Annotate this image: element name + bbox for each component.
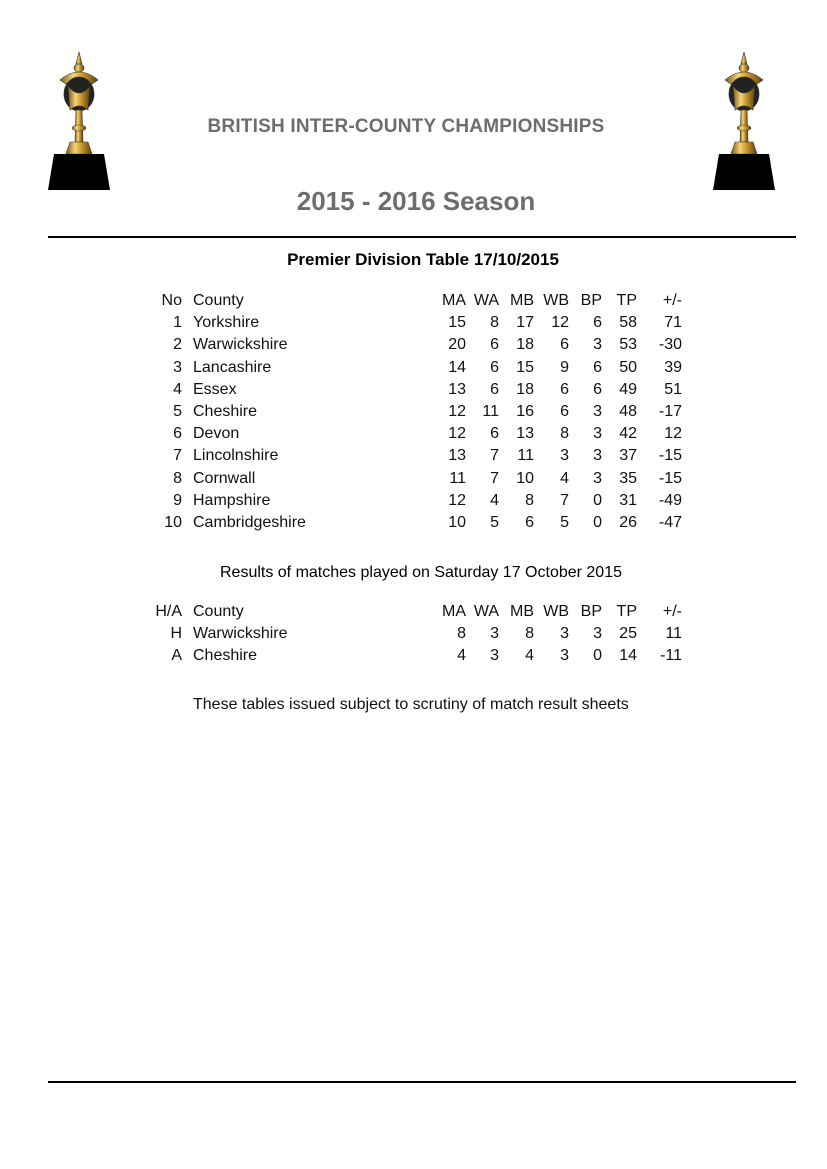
cell-number: 4	[173, 380, 182, 398]
cell-ma: 12	[448, 403, 466, 421]
cell-ma: 15	[448, 314, 466, 332]
table-row	[148, 357, 682, 379]
column-header-bp: BP	[580, 603, 602, 620]
cell-bp: 0	[593, 647, 602, 665]
column-header-wa: WA	[473, 603, 499, 620]
cell-wb: 5	[560, 514, 569, 532]
cell-plus-minus: 39	[664, 358, 682, 376]
cell-tp: 25	[619, 625, 637, 643]
league-table-heading: Premier Division Table 17/10/2015	[287, 250, 559, 269]
cell-county: Essex	[193, 380, 237, 398]
cell-number: 6	[173, 425, 182, 443]
cell-tp: 42	[619, 425, 637, 443]
cell-number: A	[171, 647, 182, 665]
cell-county: Cheshire	[193, 647, 258, 665]
cell-plus-minus: -11	[660, 647, 682, 665]
column-header-bp: BP	[580, 292, 602, 309]
cell-mb: 8	[525, 491, 534, 509]
cell-mb: 18	[516, 336, 534, 354]
table-header-row	[148, 290, 682, 312]
cell-plus-minus: 71	[664, 314, 682, 332]
column-header-county: County	[193, 292, 244, 309]
cell-bp: 0	[593, 514, 602, 532]
cell-wa: 3	[490, 647, 499, 665]
cell-county: Cambridgeshire	[193, 514, 306, 532]
cell-wb: 6	[560, 403, 569, 421]
column-header-tp: TP	[616, 292, 637, 309]
cell-tp: 48	[619, 403, 637, 421]
column-header-wa: WA	[473, 292, 499, 309]
table-row	[148, 512, 682, 534]
cell-county: Cheshire	[193, 403, 258, 421]
cell-number: 9	[173, 491, 182, 509]
cell-wa: 6	[490, 358, 499, 376]
cell-wb: 4	[560, 469, 569, 487]
results-table	[148, 601, 682, 668]
cell-bp: 6	[593, 380, 602, 398]
cell-plus-minus: -15	[658, 469, 682, 487]
cell-tp: 37	[619, 447, 637, 465]
table-row	[148, 401, 682, 423]
cell-tp: 35	[619, 469, 637, 487]
cell-number: 10	[164, 514, 182, 532]
cell-wb: 8	[560, 425, 569, 443]
cell-bp: 3	[593, 447, 602, 465]
column-header-number: No	[161, 292, 182, 309]
cell-plus-minus: -49	[658, 491, 682, 509]
cell-mb: 8	[525, 625, 534, 643]
column-header-plus-minus: +/-	[662, 292, 682, 309]
cell-tp: 26	[619, 514, 637, 532]
table-row	[148, 490, 682, 512]
cell-mb: 6	[525, 514, 534, 532]
cell-wa: 4	[490, 491, 499, 509]
table-row	[148, 468, 682, 490]
cell-bp: 3	[593, 625, 602, 643]
table-row	[148, 379, 682, 401]
cell-mb: 18	[516, 380, 534, 398]
cell-wb: 12	[551, 314, 569, 332]
cell-wa: 6	[490, 380, 499, 398]
cell-number: 3	[173, 358, 182, 376]
cell-plus-minus: -15	[658, 447, 682, 465]
cell-tp: 50	[619, 358, 637, 376]
column-header-wb: WB	[543, 292, 569, 309]
table-row	[148, 312, 682, 334]
top-divider	[48, 236, 796, 238]
cell-wb: 3	[560, 447, 569, 465]
cell-plus-minus: 12	[664, 425, 682, 443]
footnote: These tables issued subject to scrutiny of match result sheets	[193, 696, 629, 713]
cell-ma: 12	[448, 491, 466, 509]
cell-bp: 6	[593, 358, 602, 376]
cell-county: Warwickshire	[193, 625, 288, 643]
column-header-number: H/A	[155, 603, 182, 620]
cell-plus-minus: 51	[664, 380, 682, 398]
cell-bp: 3	[593, 425, 602, 443]
league-table	[148, 290, 682, 534]
cell-mb: 11	[517, 447, 534, 465]
championship-title: BRITISH INTER-COUNTY CHAMPIONSHIPS	[207, 116, 605, 137]
cell-wb: 3	[560, 625, 569, 643]
cell-plus-minus: 11	[665, 625, 682, 643]
cell-wa: 6	[490, 336, 499, 354]
table-row	[148, 445, 682, 467]
bottom-divider	[48, 1081, 796, 1083]
cell-county: Yorkshire	[193, 314, 260, 332]
cell-ma: 13	[448, 380, 466, 398]
table-row	[148, 334, 682, 356]
cell-bp: 3	[593, 403, 602, 421]
cell-ma: 11	[449, 469, 466, 487]
cell-bp: 3	[593, 469, 602, 487]
cell-ma: 13	[448, 447, 466, 465]
cell-ma: 12	[448, 425, 466, 443]
column-header-mb: MB	[510, 603, 534, 620]
cell-number: H	[170, 625, 182, 643]
season-title: 2015 - 2016 Season	[296, 186, 536, 216]
cell-tp: 14	[619, 647, 637, 665]
cell-bp: 3	[593, 336, 602, 354]
cell-tp: 49	[619, 380, 637, 398]
cell-wb: 3	[560, 647, 569, 665]
cell-wb: 6	[560, 380, 569, 398]
column-header-ma: MA	[442, 292, 466, 309]
cell-wa: 7	[490, 447, 499, 465]
cell-wa: 3	[490, 625, 499, 643]
table-row	[148, 623, 682, 645]
cell-number: 8	[173, 469, 182, 487]
cell-number: 7	[173, 447, 182, 465]
cell-tp: 53	[619, 336, 637, 354]
cell-mb: 17	[516, 314, 534, 332]
cell-number: 1	[173, 314, 182, 332]
cell-wa: 11	[482, 403, 499, 421]
cell-number: 5	[173, 403, 182, 421]
cell-plus-minus: -47	[658, 514, 682, 532]
table-row	[148, 423, 682, 445]
results-heading: Results of matches played on Saturday 17 October 2015	[219, 564, 622, 581]
column-header-ma: MA	[442, 603, 466, 620]
column-header-tp: TP	[616, 603, 637, 620]
cell-wb: 6	[560, 336, 569, 354]
cell-ma: 14	[448, 358, 466, 376]
table-header-row	[148, 601, 682, 623]
cell-mb: 15	[516, 358, 534, 376]
cell-ma: 20	[448, 336, 466, 354]
table-row	[148, 645, 682, 667]
cell-wb: 7	[560, 491, 569, 509]
cell-county: Hampshire	[193, 491, 271, 509]
cell-wa: 7	[490, 469, 499, 487]
cell-county: Warwickshire	[193, 336, 288, 354]
cell-mb: 13	[516, 425, 534, 443]
cell-ma: 10	[448, 514, 466, 532]
cell-county: Devon	[193, 425, 240, 443]
cell-tp: 58	[619, 314, 637, 332]
cell-bp: 6	[593, 314, 602, 332]
cell-number: 2	[173, 336, 182, 354]
cell-plus-minus: -30	[658, 336, 682, 354]
cell-bp: 0	[593, 491, 602, 509]
column-header-county: County	[193, 603, 244, 620]
cell-mb: 4	[525, 647, 534, 665]
cell-county: Cornwall	[193, 469, 256, 487]
cell-county: Lancashire	[193, 358, 272, 376]
cell-mb: 16	[516, 403, 534, 421]
cell-wa: 5	[490, 514, 499, 532]
cell-county: Lincolnshire	[193, 447, 279, 465]
column-header-mb: MB	[510, 292, 534, 309]
cell-tp: 31	[619, 491, 637, 509]
cell-ma: 8	[457, 625, 466, 643]
cell-mb: 10	[516, 469, 534, 487]
cell-plus-minus: -17	[658, 403, 682, 421]
cell-ma: 4	[457, 647, 466, 665]
column-header-plus-minus: +/-	[662, 603, 682, 620]
cell-wb: 9	[560, 358, 569, 376]
cell-wa: 8	[490, 314, 499, 332]
cell-wa: 6	[490, 425, 499, 443]
column-header-wb: WB	[543, 603, 569, 620]
